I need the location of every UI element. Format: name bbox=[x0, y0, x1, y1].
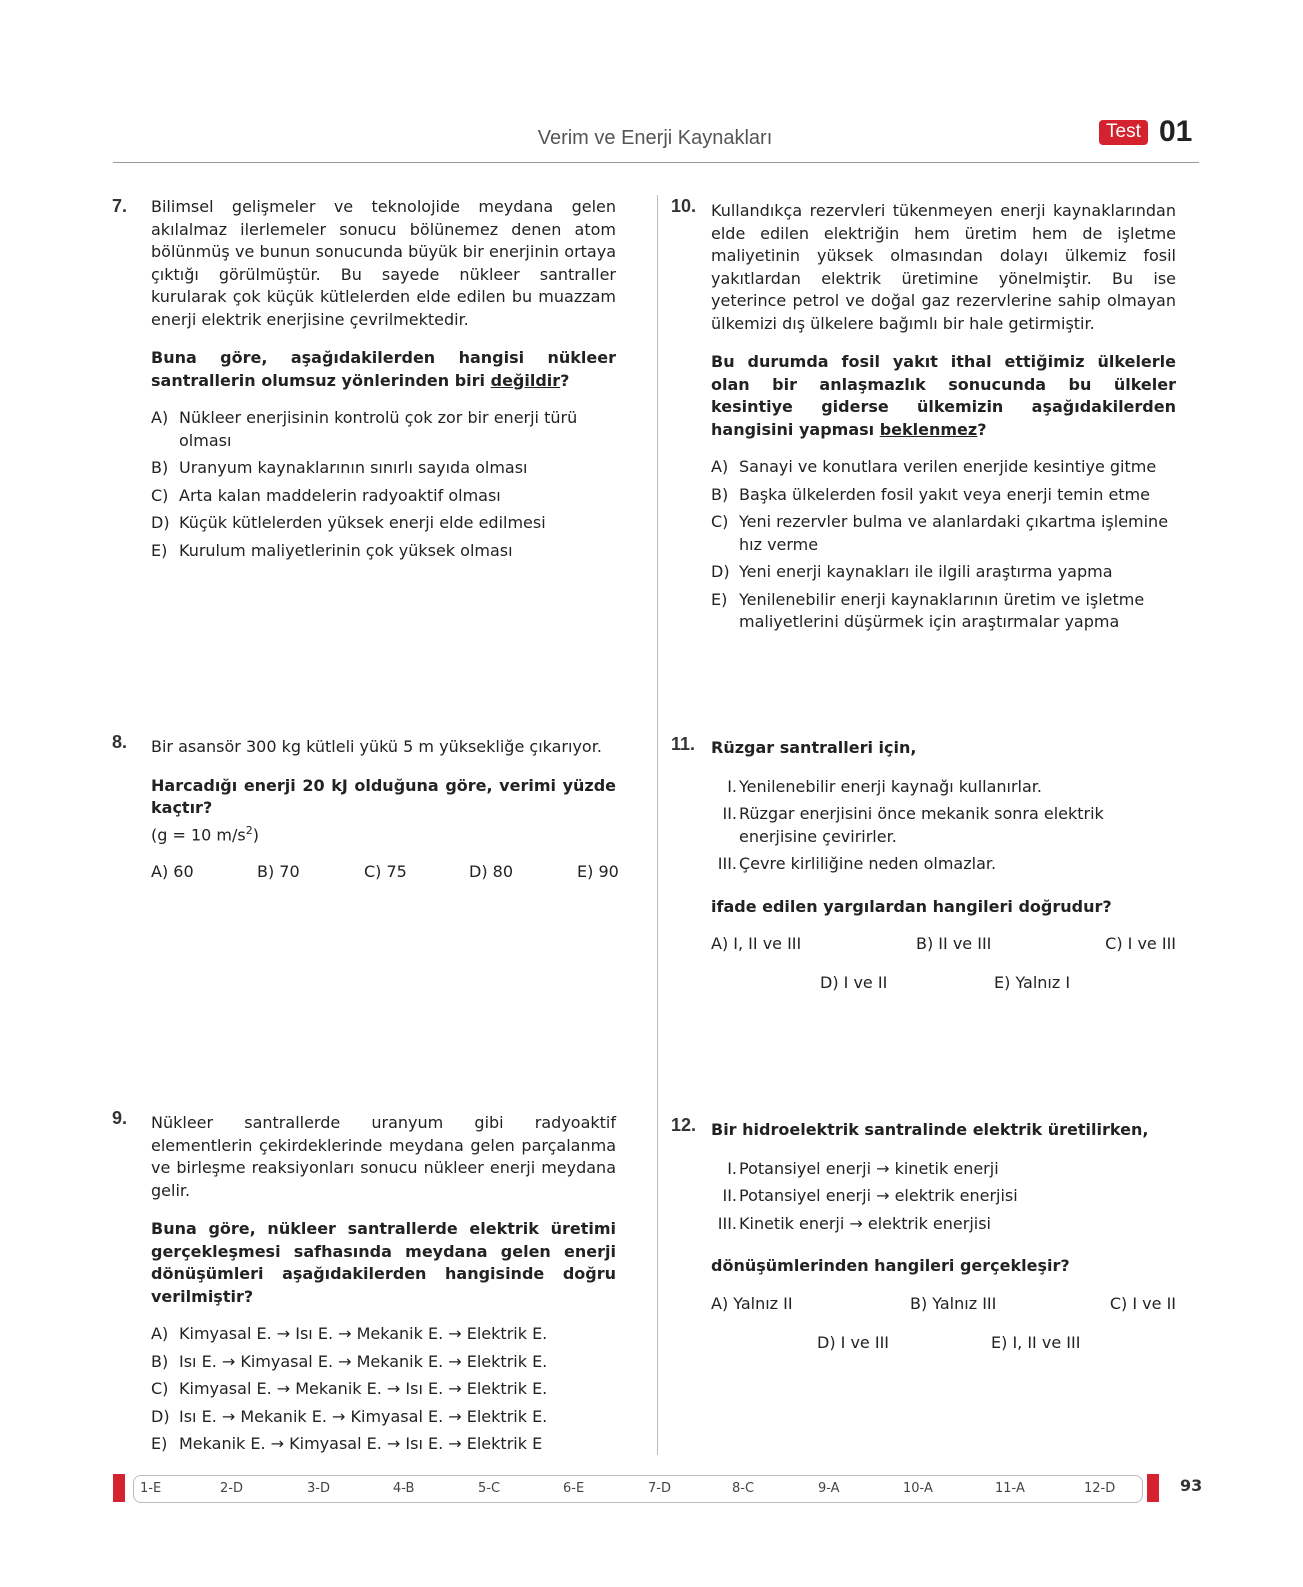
question-12-text: Bir hidroelektrik santralinde elektrik üretilirken, bbox=[711, 1120, 1149, 1139]
answer-key-item: 10-A bbox=[903, 1481, 933, 1496]
question-8-given: (g = 10 $m/s^2$) bbox=[151, 823, 259, 844]
question-7-emphasis: değildir bbox=[490, 370, 561, 390]
question-7 bbox=[151, 196, 616, 567]
question-9-number: 9. bbox=[112, 1108, 128, 1128]
question-7-number: 7. bbox=[112, 196, 128, 216]
option-d[interactable]: D) 80 bbox=[469, 862, 514, 882]
footer-accent-left bbox=[113, 1474, 125, 1502]
option-e[interactable]: E) 90 bbox=[577, 862, 619, 882]
question-12-number: 12. bbox=[671, 1115, 697, 1135]
option-a[interactable]: A) Kimyasal E. → Isı E. → Mekanik E. → Elektrik E. bbox=[151, 1324, 548, 1343]
page-number: 93 bbox=[1180, 1476, 1203, 1495]
question-12-prompt: dönüşümlerinden hangileri gerçekleşir? bbox=[711, 1256, 1070, 1275]
option-b[interactable]: B) Uranyum kaynaklarının sınırlı sayıda olması bbox=[151, 458, 528, 477]
question-12 bbox=[711, 1119, 1176, 1356]
option-d[interactable]: D) Yeni enerji kaynakları ile ilgili araştırma yapma bbox=[711, 562, 1113, 581]
option-e[interactable]: E) I, II ve III bbox=[991, 1332, 1081, 1352]
option-b[interactable]: B) Yalnız III bbox=[910, 1293, 997, 1313]
question-11-number: 11. bbox=[671, 734, 696, 754]
question-11-statements bbox=[711, 776, 1176, 876]
statement-ii: II. Rüzgar enerjisini önce mekanik sonra elektrik enerjisine çevirirler. bbox=[722, 804, 1104, 846]
option-a[interactable]: A) Sanayi ve konutlara verilen enerjide kesintiye gitme bbox=[711, 457, 1157, 476]
option-a[interactable]: A) I, II ve III bbox=[711, 934, 802, 953]
question-8-number: 8. bbox=[112, 732, 128, 752]
question-11-text: Rüzgar santralleri için, bbox=[711, 738, 917, 757]
option-c[interactable]: C) 75 bbox=[364, 862, 407, 882]
question-11-prompt: ifade edilen yargılardan hangileri doğrudur? bbox=[711, 896, 1112, 916]
option-b[interactable]: B) 70 bbox=[257, 862, 300, 882]
column-divider bbox=[657, 195, 658, 1455]
option-c[interactable]: C) I ve III bbox=[1105, 934, 1176, 953]
answer-key-item: 7-D bbox=[648, 1481, 671, 1496]
option-c[interactable]: C) I ve II bbox=[1109, 1293, 1176, 1313]
question-10-emphasis: beklenmez bbox=[879, 419, 978, 439]
question-11 bbox=[711, 737, 1176, 996]
question-7-text: Bilimsel gelişmeler ve teknolojide meydana gelen akılalmaz ilerlemeler sonucu bölünemez denen atom bölünmüş ve bunun sonucunda büyük bir enerjinin ortaya çıktığı görülmüştür. Bu sayede nükleer santraller kurularak çok küçük kütlelerden elde edilen bu muazzam enerji elektrik enerjisine çevrilmektedir. bbox=[151, 197, 616, 329]
answer-key-item: 12-D bbox=[1084, 1481, 1116, 1496]
answer-key-item: 1-E bbox=[140, 1481, 162, 1496]
question-10-options bbox=[711, 456, 1176, 634]
option-d[interactable]: D) Küçük kütlelerden yüksek enerji elde edilmesi bbox=[151, 513, 546, 532]
option-e[interactable]: E) Yenilenebilir enerji kaynaklarının üretim ve işletme maliyetlerini düşürmek için araştırmalar yapma bbox=[711, 589, 1145, 631]
question-9-text: Nükleer santrallerde uranyum gibi radyoaktif elementlerin çekirdeklerinde meydana gelen parçalanma ve birleşme reaksiyonları sonucu nükleer enerji meydana gelir. bbox=[151, 1113, 616, 1200]
test-number: 01 bbox=[1159, 115, 1193, 148]
question-10-number: 10. bbox=[671, 196, 697, 216]
answer-key-item: 6-E bbox=[563, 1481, 585, 1496]
answer-key-item: 9-A bbox=[818, 1481, 840, 1496]
question-7-options bbox=[151, 407, 616, 562]
question-12-statements bbox=[711, 1158, 1176, 1236]
question-9-prompt: Buna göre, nükleer santrallerde elektrik üretimi gerçekleşmesi safhasında meydana gelen enerji dönüşümleri aşağıdakilerden hangisinde doğru verilmiştir? bbox=[151, 1219, 616, 1306]
option-c[interactable]: C) Kimyasal E. → Mekanik E. → Isı E. → Elektrik E. bbox=[151, 1379, 548, 1398]
question-10 bbox=[711, 200, 1176, 639]
question-9-options bbox=[151, 1323, 616, 1456]
question-12-options-row1 bbox=[711, 1293, 1176, 1317]
statement-iii: III. Kinetik enerji → elektrik enerjisi bbox=[717, 1213, 991, 1233]
option-b[interactable]: B) II ve III bbox=[916, 934, 992, 953]
statement-i: I. Yenilenebilir enerji kaynağı kullanırlar. bbox=[727, 776, 1042, 796]
option-c[interactable]: C) Yeni rezervler bulma ve alanlardaki çıkartma işlemine hız verme bbox=[711, 512, 1169, 554]
answer-key-item: 11-A bbox=[995, 1481, 1025, 1496]
question-8-prompt: Harcadığı enerji 20 kJ olduğuna göre, verimi yüzde kaçtır? bbox=[151, 775, 616, 817]
question-9 bbox=[151, 1112, 616, 1461]
answer-key-item: 2-D bbox=[220, 1481, 243, 1496]
question-10-text: Kullandıkça rezervleri tükenmeyen enerji kaynaklarından elde edilen elektriğin hem üretim hem de işletme maliyetinin yüksek olmasından dolayı ülkemiz fosil yakıtlardan elektrik üretimine yönelmiştir. Bu ise yeterince petrol ve doğal gaz rezervlerine sahip olmayan ülkemizi dış ülkelere bağımlı bir hale getirmiştir. bbox=[711, 201, 1176, 333]
option-d[interactable]: D) I ve II bbox=[820, 973, 888, 992]
option-d[interactable]: D) I ve III bbox=[817, 1332, 890, 1352]
option-b[interactable]: B) Isı E. → Kimyasal E. → Mekanik E. → Elektrik E. bbox=[151, 1351, 548, 1371]
answer-key-item: 5-C bbox=[478, 1481, 501, 1496]
option-a[interactable]: A) Yalnız II bbox=[711, 1293, 793, 1313]
question-10-prompt: Bu durumda fosil yakıt ithal ettiğimiz ülkelerle olan bir anlaşmazlık sonucunda bu ülkeler kesintiye giderse ülkemizin aşağıdakilerden hangisini yapması beklenmez? bbox=[711, 352, 1176, 439]
question-12-options-row2 bbox=[711, 1332, 1176, 1356]
option-b[interactable]: B) Başka ülkelerden fosil yakıt veya enerji temin etme bbox=[711, 484, 1150, 504]
option-e[interactable]: E) Yalnız I bbox=[994, 973, 1071, 992]
answer-key-item: 8-C bbox=[732, 1481, 755, 1496]
question-11-options-row1 bbox=[711, 933, 1176, 957]
answer-key-item: 4-B bbox=[393, 1481, 415, 1496]
question-8-text: Bir asansör 300 kg kütleli yükü 5 m yüksekliğe çıkarıyor. bbox=[151, 737, 602, 756]
option-d[interactable]: D) Isı E. → Mekanik E. → Kimyasal E. → Elektrik E. bbox=[151, 1406, 548, 1426]
option-e[interactable]: E) Mekanik E. → Kimyasal E. → Isı E. → Elektrik E bbox=[151, 1434, 543, 1453]
footer-accent-right bbox=[1147, 1474, 1159, 1502]
question-11-options-row2 bbox=[711, 972, 1176, 996]
answer-key-bar bbox=[113, 1474, 1199, 1502]
option-a[interactable]: A) Nükleer enerjisinin kontrolü çok zor bir enerji türü olması bbox=[151, 408, 578, 450]
question-8 bbox=[151, 736, 619, 885]
header-divider bbox=[113, 162, 1199, 163]
statement-i: I. Potansiyel enerji → kinetik enerji bbox=[727, 1158, 999, 1178]
question-7-prompt: Buna göre, aşağıdakilerden hangisi nükleer santrallerin olumsuz yönlerinden biri değildir? bbox=[151, 348, 616, 390]
question-8-options bbox=[151, 861, 619, 885]
answer-key-item: 3-D bbox=[307, 1481, 330, 1496]
option-c[interactable]: C) Arta kalan maddelerin radyoaktif olması bbox=[151, 485, 501, 505]
page-title: Verim ve Enerji Kaynakları bbox=[537, 127, 773, 149]
statement-iii: III. Çevre kirliliğine neden olmazlar. bbox=[717, 854, 997, 873]
option-e[interactable]: E) Kurulum maliyetlerinin çok yüksek olması bbox=[151, 540, 513, 560]
answer-key-box bbox=[133, 1475, 1143, 1503]
test-badge: Test bbox=[1099, 120, 1148, 145]
statement-ii: II. Potansiyel enerji → elektrik enerjisi bbox=[722, 1186, 1018, 1205]
option-a[interactable]: A) 60 bbox=[151, 862, 194, 882]
